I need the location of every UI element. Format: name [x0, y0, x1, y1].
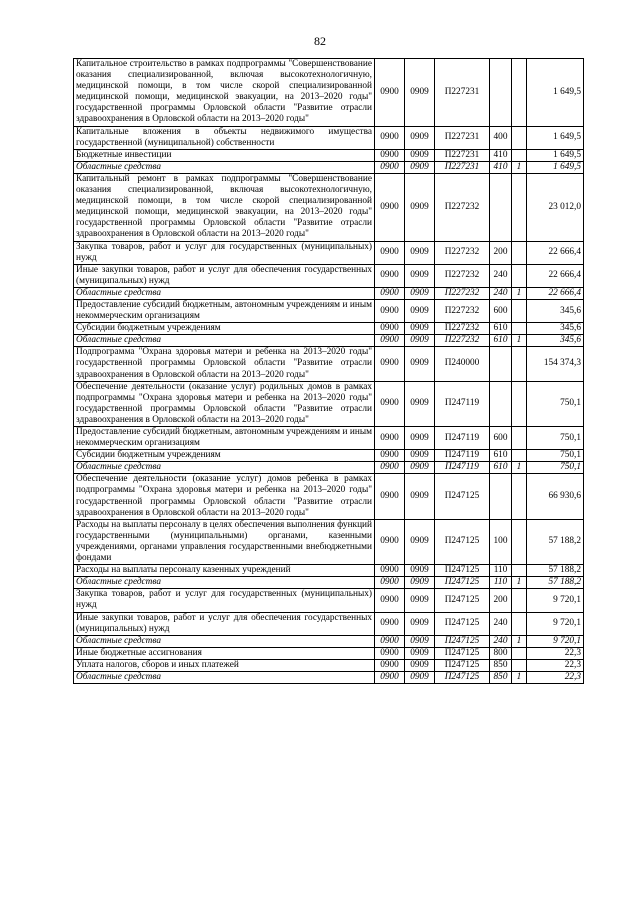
table-row [74, 126, 584, 149]
expense-type-code: 410 [490, 161, 512, 173]
table-row [74, 462, 584, 474]
source-code [512, 474, 527, 519]
row-description: Иные закупки товаров, работ и услуг для обеспечения государственных (муниципальных) нужд [74, 264, 375, 287]
expense-type-code: 600 [490, 299, 512, 322]
subsection-code: 0909 [405, 462, 435, 474]
source-code [512, 519, 527, 564]
table-row [74, 671, 584, 683]
source-code [512, 612, 527, 635]
row-description: Обеспечение деятельности (оказание услуг) родильных домов в рамках подпрограммы "Охрана здоровья матери и ребенка на 2013–2020 годы" государственной программы Орловской области "Развитие отрасли здравоохранения в Орловской области на 2013–2020 годы" [74, 381, 375, 426]
table-row [74, 335, 584, 347]
row-amount: 22 666,4 [527, 264, 584, 287]
row-amount: 22,3 [527, 647, 584, 659]
expense-type-code: 800 [490, 647, 512, 659]
expense-type-code [490, 347, 512, 381]
source-code [512, 173, 527, 241]
table-row [74, 381, 584, 426]
row-amount: 750,1 [527, 427, 584, 450]
row-description: Капитальные вложения в объекты недвижимого имущества государственной (муниципальной) собственности [74, 126, 375, 149]
source-code [512, 323, 527, 335]
target-article-code: П247125 [435, 565, 490, 577]
target-article-code: П227232 [435, 241, 490, 264]
page-number: 82 [314, 34, 326, 48]
row-description: Субсидии бюджетным учреждениям [74, 450, 375, 462]
subsection-code: 0909 [405, 565, 435, 577]
row-description: Областные средства [74, 462, 375, 474]
source-code [512, 659, 527, 671]
expense-type-code: 850 [490, 671, 512, 683]
subsection-code: 0909 [405, 287, 435, 299]
table-row [74, 427, 584, 450]
section-code: 0900 [375, 589, 405, 612]
expense-type-code: 110 [490, 565, 512, 577]
subsection-code: 0909 [405, 519, 435, 564]
section-code: 0900 [375, 577, 405, 589]
row-description: Областные средства [74, 635, 375, 647]
source-code: 1 [512, 671, 527, 683]
section-code: 0900 [375, 565, 405, 577]
row-amount: 750,1 [527, 450, 584, 462]
section-code: 0900 [375, 287, 405, 299]
row-description: Закупка товаров, работ и услуг для государственных (муниципальных) нужд [74, 589, 375, 612]
expense-type-code: 410 [490, 149, 512, 161]
table-row [74, 347, 584, 381]
source-code: 1 [512, 577, 527, 589]
target-article-code: П247119 [435, 450, 490, 462]
expense-type-code: 200 [490, 241, 512, 264]
target-article-code: П247125 [435, 474, 490, 519]
subsection-code: 0909 [405, 241, 435, 264]
source-code: 1 [512, 287, 527, 299]
source-code [512, 589, 527, 612]
target-article-code: П247119 [435, 427, 490, 450]
source-code [512, 427, 527, 450]
table-row [74, 474, 584, 519]
target-article-code: П247125 [435, 647, 490, 659]
subsection-code: 0909 [405, 149, 435, 161]
source-code [512, 347, 527, 381]
section-code: 0900 [375, 519, 405, 564]
subsection-code: 0909 [405, 647, 435, 659]
budget-table [73, 58, 584, 684]
subsection-code: 0909 [405, 335, 435, 347]
source-code [512, 450, 527, 462]
table-row [74, 149, 584, 161]
subsection-code: 0909 [405, 635, 435, 647]
expense-type-code [490, 59, 512, 127]
source-code [512, 241, 527, 264]
row-description: Расходы на выплаты персоналу казенных учреждений [74, 565, 375, 577]
row-amount: 9 720,1 [527, 612, 584, 635]
expense-type-code: 610 [490, 462, 512, 474]
row-amount: 1 649,5 [527, 161, 584, 173]
section-code: 0900 [375, 299, 405, 322]
table-row [74, 589, 584, 612]
source-code: 1 [512, 462, 527, 474]
target-article-code: П247125 [435, 519, 490, 564]
source-code [512, 565, 527, 577]
target-article-code: П227231 [435, 161, 490, 173]
section-code: 0900 [375, 647, 405, 659]
row-description: Областные средства [74, 577, 375, 589]
target-article-code: П247119 [435, 381, 490, 426]
target-article-code: П227232 [435, 335, 490, 347]
section-code: 0900 [375, 126, 405, 149]
section-code: 0900 [375, 462, 405, 474]
section-code: 0900 [375, 335, 405, 347]
source-code [512, 264, 527, 287]
expense-type-code: 110 [490, 577, 512, 589]
row-description: Иные бюджетные ассигнования [74, 647, 375, 659]
row-description: Обеспечение деятельности (оказание услуг) домов ребенка в рамках подпрограммы "Охрана здоровья матери и ребенка на 2013–2020 годы" государственной программы Орловской области "Развитие отрасли здравоохранения в Орловской области на 2013–2020 годы" [74, 474, 375, 519]
row-description: Бюджетные инвестиции [74, 149, 375, 161]
target-article-code: П227231 [435, 126, 490, 149]
subsection-code: 0909 [405, 427, 435, 450]
section-code: 0900 [375, 173, 405, 241]
row-description: Предоставление субсидий бюджетным, автономным учреждениям и иным некоммерческим организациям [74, 299, 375, 322]
target-article-code: П240000 [435, 347, 490, 381]
source-code [512, 126, 527, 149]
row-amount: 57 188,2 [527, 565, 584, 577]
subsection-code: 0909 [405, 264, 435, 287]
section-code: 0900 [375, 659, 405, 671]
target-article-code: П227232 [435, 299, 490, 322]
expense-type-code: 400 [490, 126, 512, 149]
table-row [74, 450, 584, 462]
row-amount: 22,3 [527, 671, 584, 683]
expense-type-code: 240 [490, 635, 512, 647]
row-amount: 22,3 [527, 659, 584, 671]
row-amount: 22 666,4 [527, 287, 584, 299]
row-amount: 345,6 [527, 299, 584, 322]
budget-table-body [74, 59, 584, 684]
table-row [74, 647, 584, 659]
row-description: Иные закупки товаров, работ и услуг для обеспечения государственных (муниципальных) нужд [74, 612, 375, 635]
table-row [74, 612, 584, 635]
row-description: Уплата налогов, сборов и иных платежей [74, 659, 375, 671]
section-code: 0900 [375, 635, 405, 647]
row-amount: 57 188,2 [527, 577, 584, 589]
row-amount: 750,1 [527, 462, 584, 474]
row-description: Областные средства [74, 671, 375, 683]
subsection-code: 0909 [405, 161, 435, 173]
table-row [74, 565, 584, 577]
table-row [74, 287, 584, 299]
subsection-code: 0909 [405, 126, 435, 149]
table-row [74, 59, 584, 127]
subsection-code: 0909 [405, 577, 435, 589]
source-code: 1 [512, 335, 527, 347]
table-row [74, 635, 584, 647]
source-code: 1 [512, 635, 527, 647]
target-article-code: П247125 [435, 671, 490, 683]
expense-type-code: 240 [490, 612, 512, 635]
row-description: Закупка товаров, работ и услуг для государственных (муниципальных) нужд [74, 241, 375, 264]
target-article-code: П247125 [435, 659, 490, 671]
table-row [74, 264, 584, 287]
source-code [512, 299, 527, 322]
subsection-code: 0909 [405, 381, 435, 426]
table-row [74, 519, 584, 564]
target-article-code: П227232 [435, 173, 490, 241]
target-article-code: П227231 [435, 59, 490, 127]
source-code: 1 [512, 161, 527, 173]
row-amount: 345,6 [527, 335, 584, 347]
section-code: 0900 [375, 264, 405, 287]
row-amount: 750,1 [527, 381, 584, 426]
section-code: 0900 [375, 671, 405, 683]
target-article-code: П247125 [435, 635, 490, 647]
expense-type-code: 240 [490, 287, 512, 299]
subsection-code: 0909 [405, 347, 435, 381]
section-code: 0900 [375, 59, 405, 127]
row-amount: 66 930,6 [527, 474, 584, 519]
row-amount: 1 649,5 [527, 149, 584, 161]
section-code: 0900 [375, 161, 405, 173]
table-row [74, 161, 584, 173]
source-code [512, 647, 527, 659]
target-article-code: П227232 [435, 323, 490, 335]
expense-type-code: 200 [490, 589, 512, 612]
section-code: 0900 [375, 347, 405, 381]
subsection-code: 0909 [405, 612, 435, 635]
subsection-code: 0909 [405, 173, 435, 241]
row-description: Подпрограмма "Охрана здоровья матери и ребенка на 2013–2020 годы" государственной программы Орловской области "Развитие отрасли здравоохранения в Орловской области на 2013–2020 годы" [74, 347, 375, 381]
row-amount: 57 188,2 [527, 519, 584, 564]
table-row [74, 173, 584, 241]
source-code [512, 59, 527, 127]
expense-type-code: 240 [490, 264, 512, 287]
subsection-code: 0909 [405, 589, 435, 612]
target-article-code: П227231 [435, 149, 490, 161]
row-description: Капитальное строительство в рамках подпрограммы "Совершенствование оказания специализированной, включая высокотехнологичную, медицинской помощи, в том числе скорой специализированной медицинской помощи, медицинской эвакуации, на 2013–2020 годы" государственной программы Орловской области "Развитие отрасли здравоохранения в Орловской области на 2013–2020 годы" [74, 59, 375, 127]
source-code [512, 381, 527, 426]
target-article-code: П227232 [435, 287, 490, 299]
row-description: Капитальный ремонт в рамках подпрограммы "Совершенствование оказания специализированной, включая высокотехнологичную, медицинской помощи, в том числе скорой специализированной медицинской помощи, медицинской эвакуации, на 2013–2020 годы" государственной программы Орловской области "Развитие отрасли здравоохранения в Орловской области на 2013–2020 годы" [74, 173, 375, 241]
subsection-code: 0909 [405, 659, 435, 671]
table-row [74, 577, 584, 589]
row-description: Областные средства [74, 161, 375, 173]
row-amount: 1 649,5 [527, 59, 584, 127]
subsection-code: 0909 [405, 323, 435, 335]
table-row [74, 323, 584, 335]
expense-type-code [490, 381, 512, 426]
section-code: 0900 [375, 427, 405, 450]
subsection-code: 0909 [405, 299, 435, 322]
expense-type-code [490, 474, 512, 519]
section-code: 0900 [375, 450, 405, 462]
section-code: 0900 [375, 381, 405, 426]
target-article-code: П247125 [435, 589, 490, 612]
row-amount: 9 720,1 [527, 635, 584, 647]
row-description: Областные средства [74, 287, 375, 299]
section-code: 0900 [375, 474, 405, 519]
subsection-code: 0909 [405, 59, 435, 127]
expense-type-code [490, 173, 512, 241]
subsection-code: 0909 [405, 474, 435, 519]
table-row [74, 241, 584, 264]
row-amount: 1 649,5 [527, 126, 584, 149]
subsection-code: 0909 [405, 450, 435, 462]
row-description: Субсидии бюджетным учреждениям [74, 323, 375, 335]
row-amount: 23 012,0 [527, 173, 584, 241]
expense-type-code: 100 [490, 519, 512, 564]
row-description: Предоставление субсидий бюджетным, автономным учреждениям и иным некоммерческим организациям [74, 427, 375, 450]
section-code: 0900 [375, 323, 405, 335]
expense-type-code: 610 [490, 335, 512, 347]
row-amount: 345,6 [527, 323, 584, 335]
target-article-code: П247119 [435, 462, 490, 474]
target-article-code: П247125 [435, 612, 490, 635]
table-row [74, 299, 584, 322]
row-amount: 154 374,3 [527, 347, 584, 381]
source-code [512, 149, 527, 161]
section-code: 0900 [375, 612, 405, 635]
table-row [74, 659, 584, 671]
expense-type-code: 600 [490, 427, 512, 450]
expense-type-code: 850 [490, 659, 512, 671]
subsection-code: 0909 [405, 671, 435, 683]
target-article-code: П247125 [435, 577, 490, 589]
target-article-code: П227232 [435, 264, 490, 287]
section-code: 0900 [375, 241, 405, 264]
expense-type-code: 610 [490, 450, 512, 462]
row-description: Расходы на выплаты персоналу в целях обеспечения выполнения функций государственными (муниципальными) органами, казенными учреждениями, органами управления государственными внебюджетными фондами [74, 519, 375, 564]
section-code: 0900 [375, 149, 405, 161]
expense-type-code: 610 [490, 323, 512, 335]
row-amount: 9 720,1 [527, 589, 584, 612]
row-description: Областные средства [74, 335, 375, 347]
row-amount: 22 666,4 [527, 241, 584, 264]
